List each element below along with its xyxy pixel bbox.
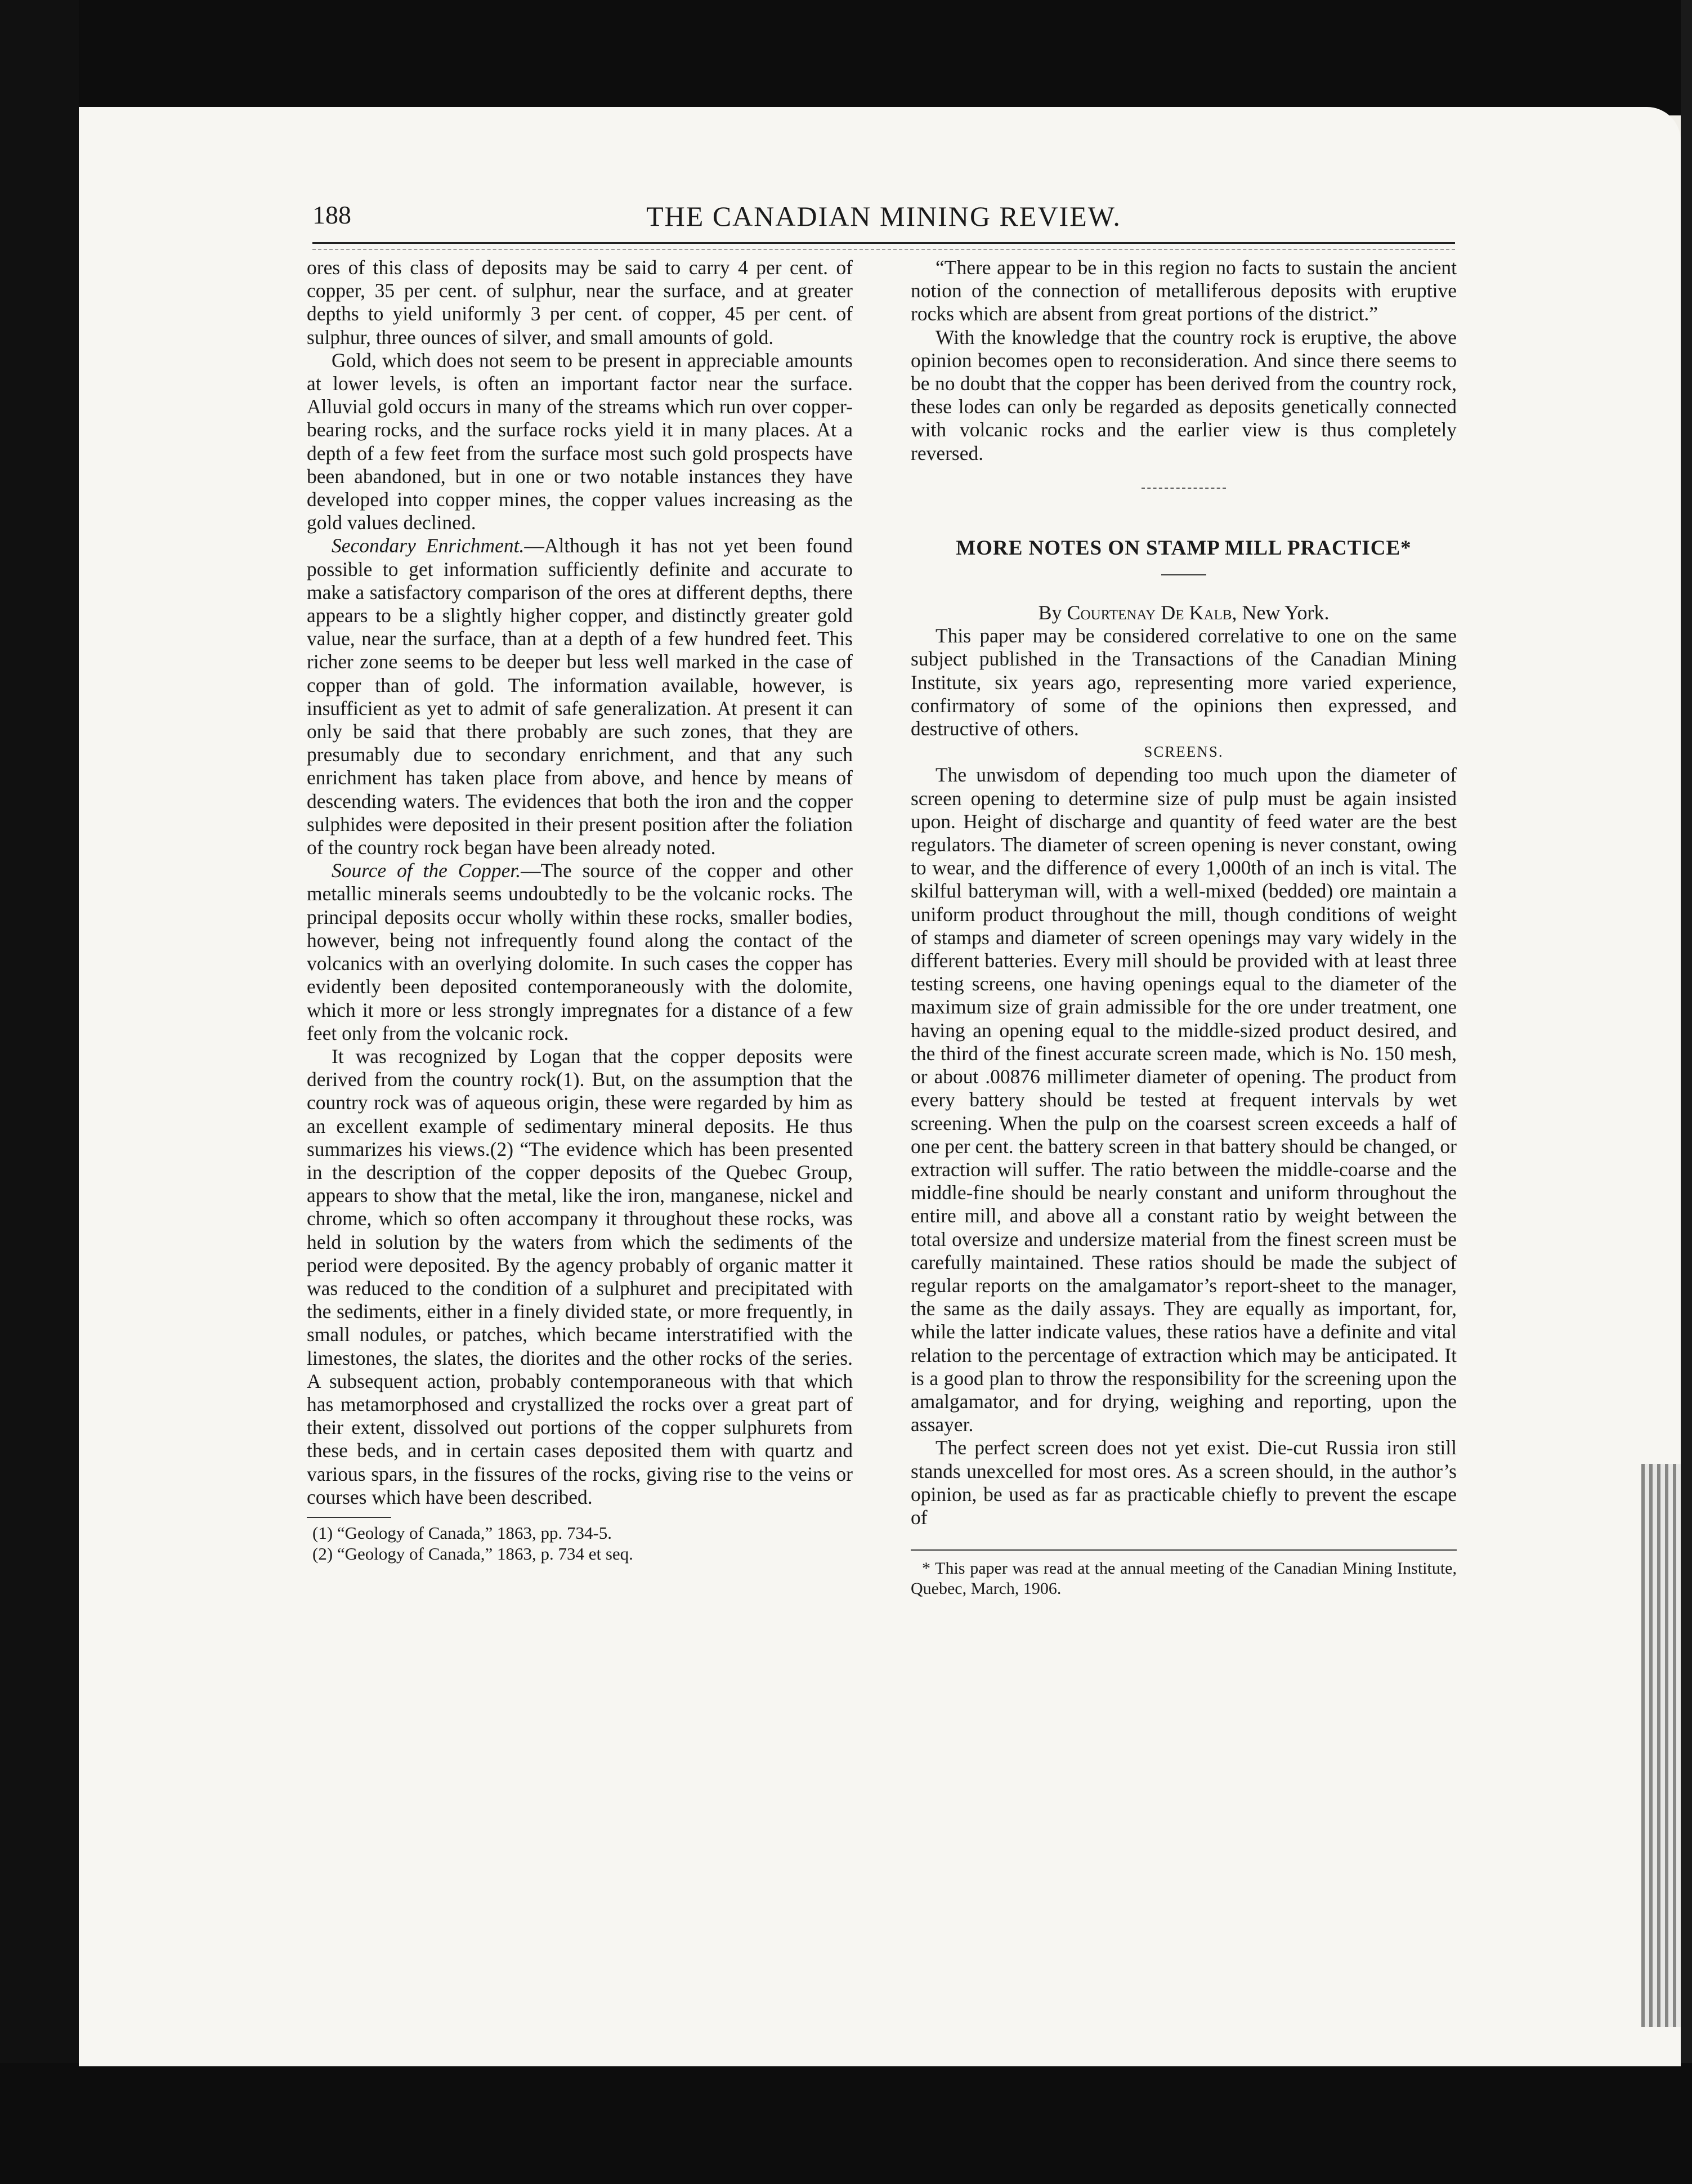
paragraph: “There appear to be in this region no facts to sustain the ancient notion of the connection of metalliferous deposits with eruptive rocks which are absent from great portions of the district.” [911,256,1457,325]
paragraph: The perfect screen does not yet exist. Die-cut Russia iron still stands unexcelled for most ores. As a screen should, in the author’s opinion, be used as far as practicable chiefly to prevent the escape of [911,1436,1457,1529]
footnote: (1) “Geology of Canada,” 1863, pp. 734-5. [312,1522,612,1543]
scan-border-left [0,0,79,2184]
scan-noise-right [1641,1464,1681,2027]
footnote: * This paper was read at the annual meeting of the Canadian Mining Institute, Quebec, March, 1906. [911,1559,1457,1598]
header-rule-dashed [312,249,1455,250]
left-column [307,256,853,1889]
article-separator [1142,488,1226,489]
paragraph [307,859,853,1045]
byline-suffix: , New York. [1232,601,1330,624]
running-head: THE CANADIAN MINING REVIEW. [646,200,1121,232]
byline-prefix: By [1038,601,1067,624]
paragraph [307,534,853,859]
footnote-rule [911,1549,1457,1551]
footnote: (2) “Geology of Canada,” 1863, p. 734 et seq. [312,1543,633,1564]
byline-author: Courtenay De Kalb [1067,601,1232,624]
scan-border-top [0,0,1692,115]
header-rule [312,242,1455,244]
article-title: MORE NOTES ON STAMP MILL PRACTICE* [956,536,1412,560]
paragraph: Gold, which does not seem to be present in appreciable amounts at lower levels, is often an important factor near the surface. Alluvial gold occurs in many of the streams which run over copper-bearing rocks, and the surface rocks yield it in many places. At a depth of a few feet from the surface most such gold prospects have been abandoned, but in one or two notable instances they have developed into copper mines, the copper values increasing as the gold values declined. [307,349,853,534]
footnote-rule [307,1517,391,1518]
scan-border-right [1681,0,1692,2184]
paragraph-heading: Source of the Copper. [332,859,521,882]
scan-border-bottom [0,2063,1692,2184]
paragraph-heading: Secondary Enrichment. [332,534,525,557]
byline [911,601,1457,624]
paragraph: With the knowledge that the country rock is eruptive, the above opinion becomes open to reconsideration. And since there seems to be no doubt that the copper has been derived from the country rock, these lodes can only be regarded as deposits genetically connected with volcanic rocks and the earlier view is thus completely reversed. [911,325,1457,465]
paragraph: The unwisdom of depending too much upon the diameter of screen opening to determine size of pulp must be again insisted upon. Height of discharge and quantity of feed water are the best regulators. The diameter of screen opening is never constant, owing to wear, and the difference of every 1,000th of an inch is vital. The skilful batteryman will, with a well-mixed (bedded) ore maintain a uniform product throughout the mill, though conditions of weight of stamps and diameter of screen openings may vary widely in the different batteries. Every mill should be provided with at least three testing screens, one having openings equal to the diameter of the maximum size of grain admissible for the ore under treatment, one having an opening equal to the middle-sized product desired, and the third of the finest accurate screen made, which is No. 150 mesh, or about .00876 millimeter diameter of opening. The product from every battery should be tested at frequent intervals by wet screening. When the pulp on the coarsest screen exceeds a half of one per cent. the battery screen in that battery should be changed, or extraction will suffer. The ratio between the middle-coarse and the middle-fine should be nearly constant and uniform throughout the entire mill, and above all a constant ratio by weight between the total oversize and undersize material from the finest screen must be carefully maintained. These ratios should be made the subject of regular reports on the amalgamator’s report-sheet to the manager, the same as the daily assays. They are equally as important, for, while the latter indicate values, these ratios have a definite and vital relation to the percentage of extraction which may be anticipated. It is a good plan to throw the responsibility for the screening upon the amalgamator, and for drying, weighing and reporting, upon the assayer. [911,763,1457,1436]
page-header [312,200,1455,239]
paragraph: It was recognized by Logan that the copper deposits were derived from the country rock(1). But, on the assumption that the country rock was of aqueous origin, these were regarded by him as an excellent example of sedimentary mineral deposits. He thus summarizes his views.(2) “The evidence which has been presented in the description of the copper deposits of the Quebec Group, appears to show that the metal, like the iron, manganese, nickel and chrome, which so often accompany it throughout these rocks, was held in solution by the waters from which the sediments of the period were deposited. By the agency probably of organic matter it was reduced to the condition of a sulphuret and precipitated with the sediments, either in a finely divided state, or more frequently, in small nodules, or patches, which became interstratified with the limestones, the slates, the diorites and the other rocks of the series. A subsequent action, probably contemporaneous with that which has metamorphosed and crystallized the rocks over a great part of their extent, dissolved out portions of the copper sulphurets from these beds, and in certain cases deposited them with quartz and various spars, in the fissures of the rocks, giving rise to the veins or courses which have been described. [307,1044,853,1508]
right-column [911,256,1457,1889]
title-rule [1161,574,1206,575]
paragraph: ores of this class of deposits may be said to carry 4 per cent. of copper, 35 per cent. of sulphur, near the surface, and at greater depths to yield uniformly 3 per cent. of copper, 45 per cent. of sulphur, three ounces of silver, and small amounts of gold. [307,256,853,349]
paragraph-text: —The source of the copper and other metallic minerals seems undoubtedly to be the volcanic rocks. The principal deposits occur wholly within these rocks, smaller bodies, however, being not infrequently found along the contact of the volcanics with an overlying dolomite. In such cases the copper has evidently been deposited contemporaneously with the dolomite, which it more or less strongly impregnates for a distance of a few feet only from the volcanic rock. [307,859,853,1044]
paragraph-text: —Although it has not yet been found possible to get information sufficiently definite and accurate to make a satisfactory comparison of the ores at different depths, there appears to be a slightly higher copper, and distinctly greater gold value, near the surface, than at a depth of a few hundred feet. This richer zone seems to be deeper but less well marked in the case of copper than of gold. The information available, however, is insufficient as yet to admit of safe generalization. At present it can only be said that there probably are such zones, that they are presumably due to secondary enrichment, and that any such enrichment has taken place from above, and hence by means of descending waters. The evidences that both the iron and the copper sulphides were deposited in their present position after the foliation of the country rock began have been already noted. [307,534,853,859]
paragraph: This paper may be considered correlative to one on the same subject published in the Transactions of the Canadian Mining Institute, six years ago, representing more varied experience, confirmatory of some of the opinions then expressed, and destructive of others. [911,624,1457,740]
section-heading: SCREENS. [1144,743,1224,761]
page-number: 188 [312,200,351,229]
